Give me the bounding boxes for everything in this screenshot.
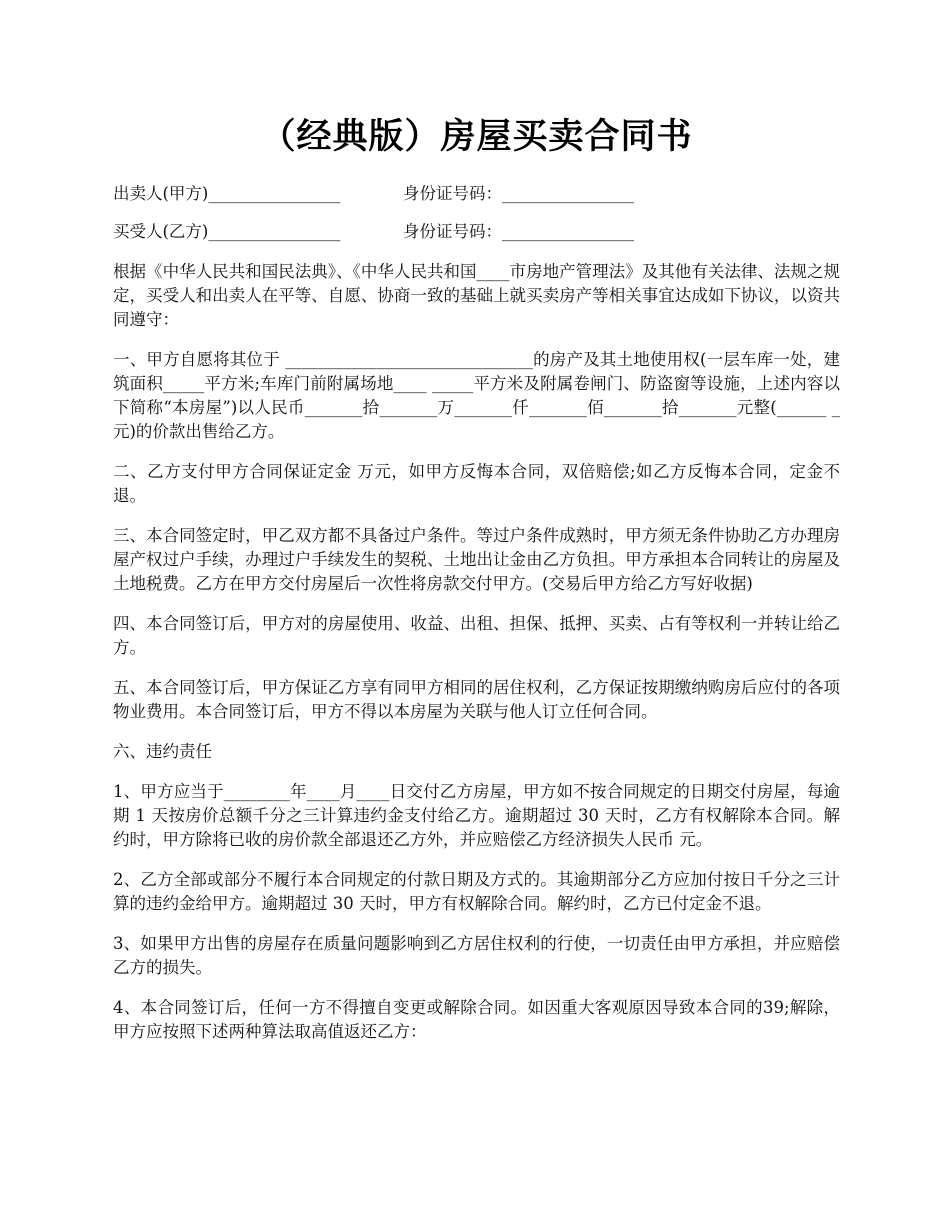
seller-row (113, 182, 840, 206)
section-heading-liability: 六、违约责任 (113, 742, 212, 761)
document-page (113, 0, 840, 1044)
paragraph-clause-4: 四、本合同签订后，甲方对的房屋使用、收益、出租、担保、抵押、买卖、占有等权利一并转让给乙方。 (113, 614, 840, 657)
paragraph-clause-1: 一、甲方自愿将其位于 ______________________________的房产及其土地使用权(一层车库一处，建筑面积_____平方米;车库门前附属场地____ _____平方米及附属卷闸门、防盗窗等设施，上述内容以下简称“本房屋”)以人民币_______拾_______万_______仟_______佰_______拾_______元整(______ _ 元)的价款出售给乙方。 (113, 350, 840, 441)
paragraph-clause-5: 五、本合同签订后，甲方保证乙方享有同甲方相同的居住权利，乙方保证按期缴纳购房后应付的各项物业费用。本合同签订后，甲方不得以本房屋为关联与他人订立任何合同。 (113, 678, 840, 721)
seller-id-label: 身份证号码：________________ (403, 184, 634, 203)
paragraph-liability-3: 3、如果甲方出售的房屋存在质量问题影响到乙方居住权利的行使，一切责任由甲方承担，并应赔偿乙方的损失。 (113, 934, 840, 977)
paragraph-clause-2: 二、乙方支付甲方合同保证定金 万元，如甲方反悔本合同，双倍赔偿;如乙方反悔本合同，定金不退。 (113, 462, 840, 505)
buyer-label: 买受人(乙方)________________ (113, 222, 341, 241)
buyer-id-label: 身份证号码：________________ (403, 222, 634, 241)
document-title: （经典版）房屋买卖合同书 (260, 117, 693, 157)
paragraph-intro: 根据《中华人民共和国民法典》、《中华人民共和国____市房地产管理法》及其他有关法律、法规之规定，买受人和出卖人在平等、自愿、协商一致的基础上就买卖房产等相关事宜达成如下协议，以资共同遵守： (113, 262, 840, 329)
buyer-row (113, 220, 840, 244)
paragraph-liability-2: 2、乙方全部或部分不履行本合同规定的付款日期及方式的。其逾期部分乙方应加付按日千分之三计算的违约金给甲方。逾期超过 30 天时，甲方有权解除合同。解约时，乙方已付定金不退。 (113, 870, 840, 913)
seller-label: 出卖人(甲方)________________ (113, 184, 341, 203)
paragraph-liability-1: 1、甲方应当于________年____月____日交付乙方房屋，甲方如不按合同规定的日期交付房屋，每逾期 1 天按房价总额千分之三计算违约金支付给乙方。逾期超过 30 天时，乙方有权解除本合同。解约时，甲方除将已收的房价款全部退还乙方外，并应赔偿乙方经济损失人民币 元。 (113, 782, 840, 849)
paragraph-liability-4: 4、本合同签订后，任何一方不得擅自变更或解除合同。如因重大客观原因导致本合同的39;解除，甲方应按照下述两种算法取高值返还乙方： (113, 998, 840, 1041)
paragraph-clause-3: 三、本合同签定时，甲乙双方都不具备过户条件。等过户条件成熟时，甲方须无条件协助乙方办理房屋产权过户手续，办理过户手续发生的契税、土地出让金由乙方负担。甲方承担本合同转让的房屋及土地税费。乙方在甲方交付房屋后一次性将房款交付甲方。(交易后甲方给乙方写好收据) (113, 526, 840, 593)
